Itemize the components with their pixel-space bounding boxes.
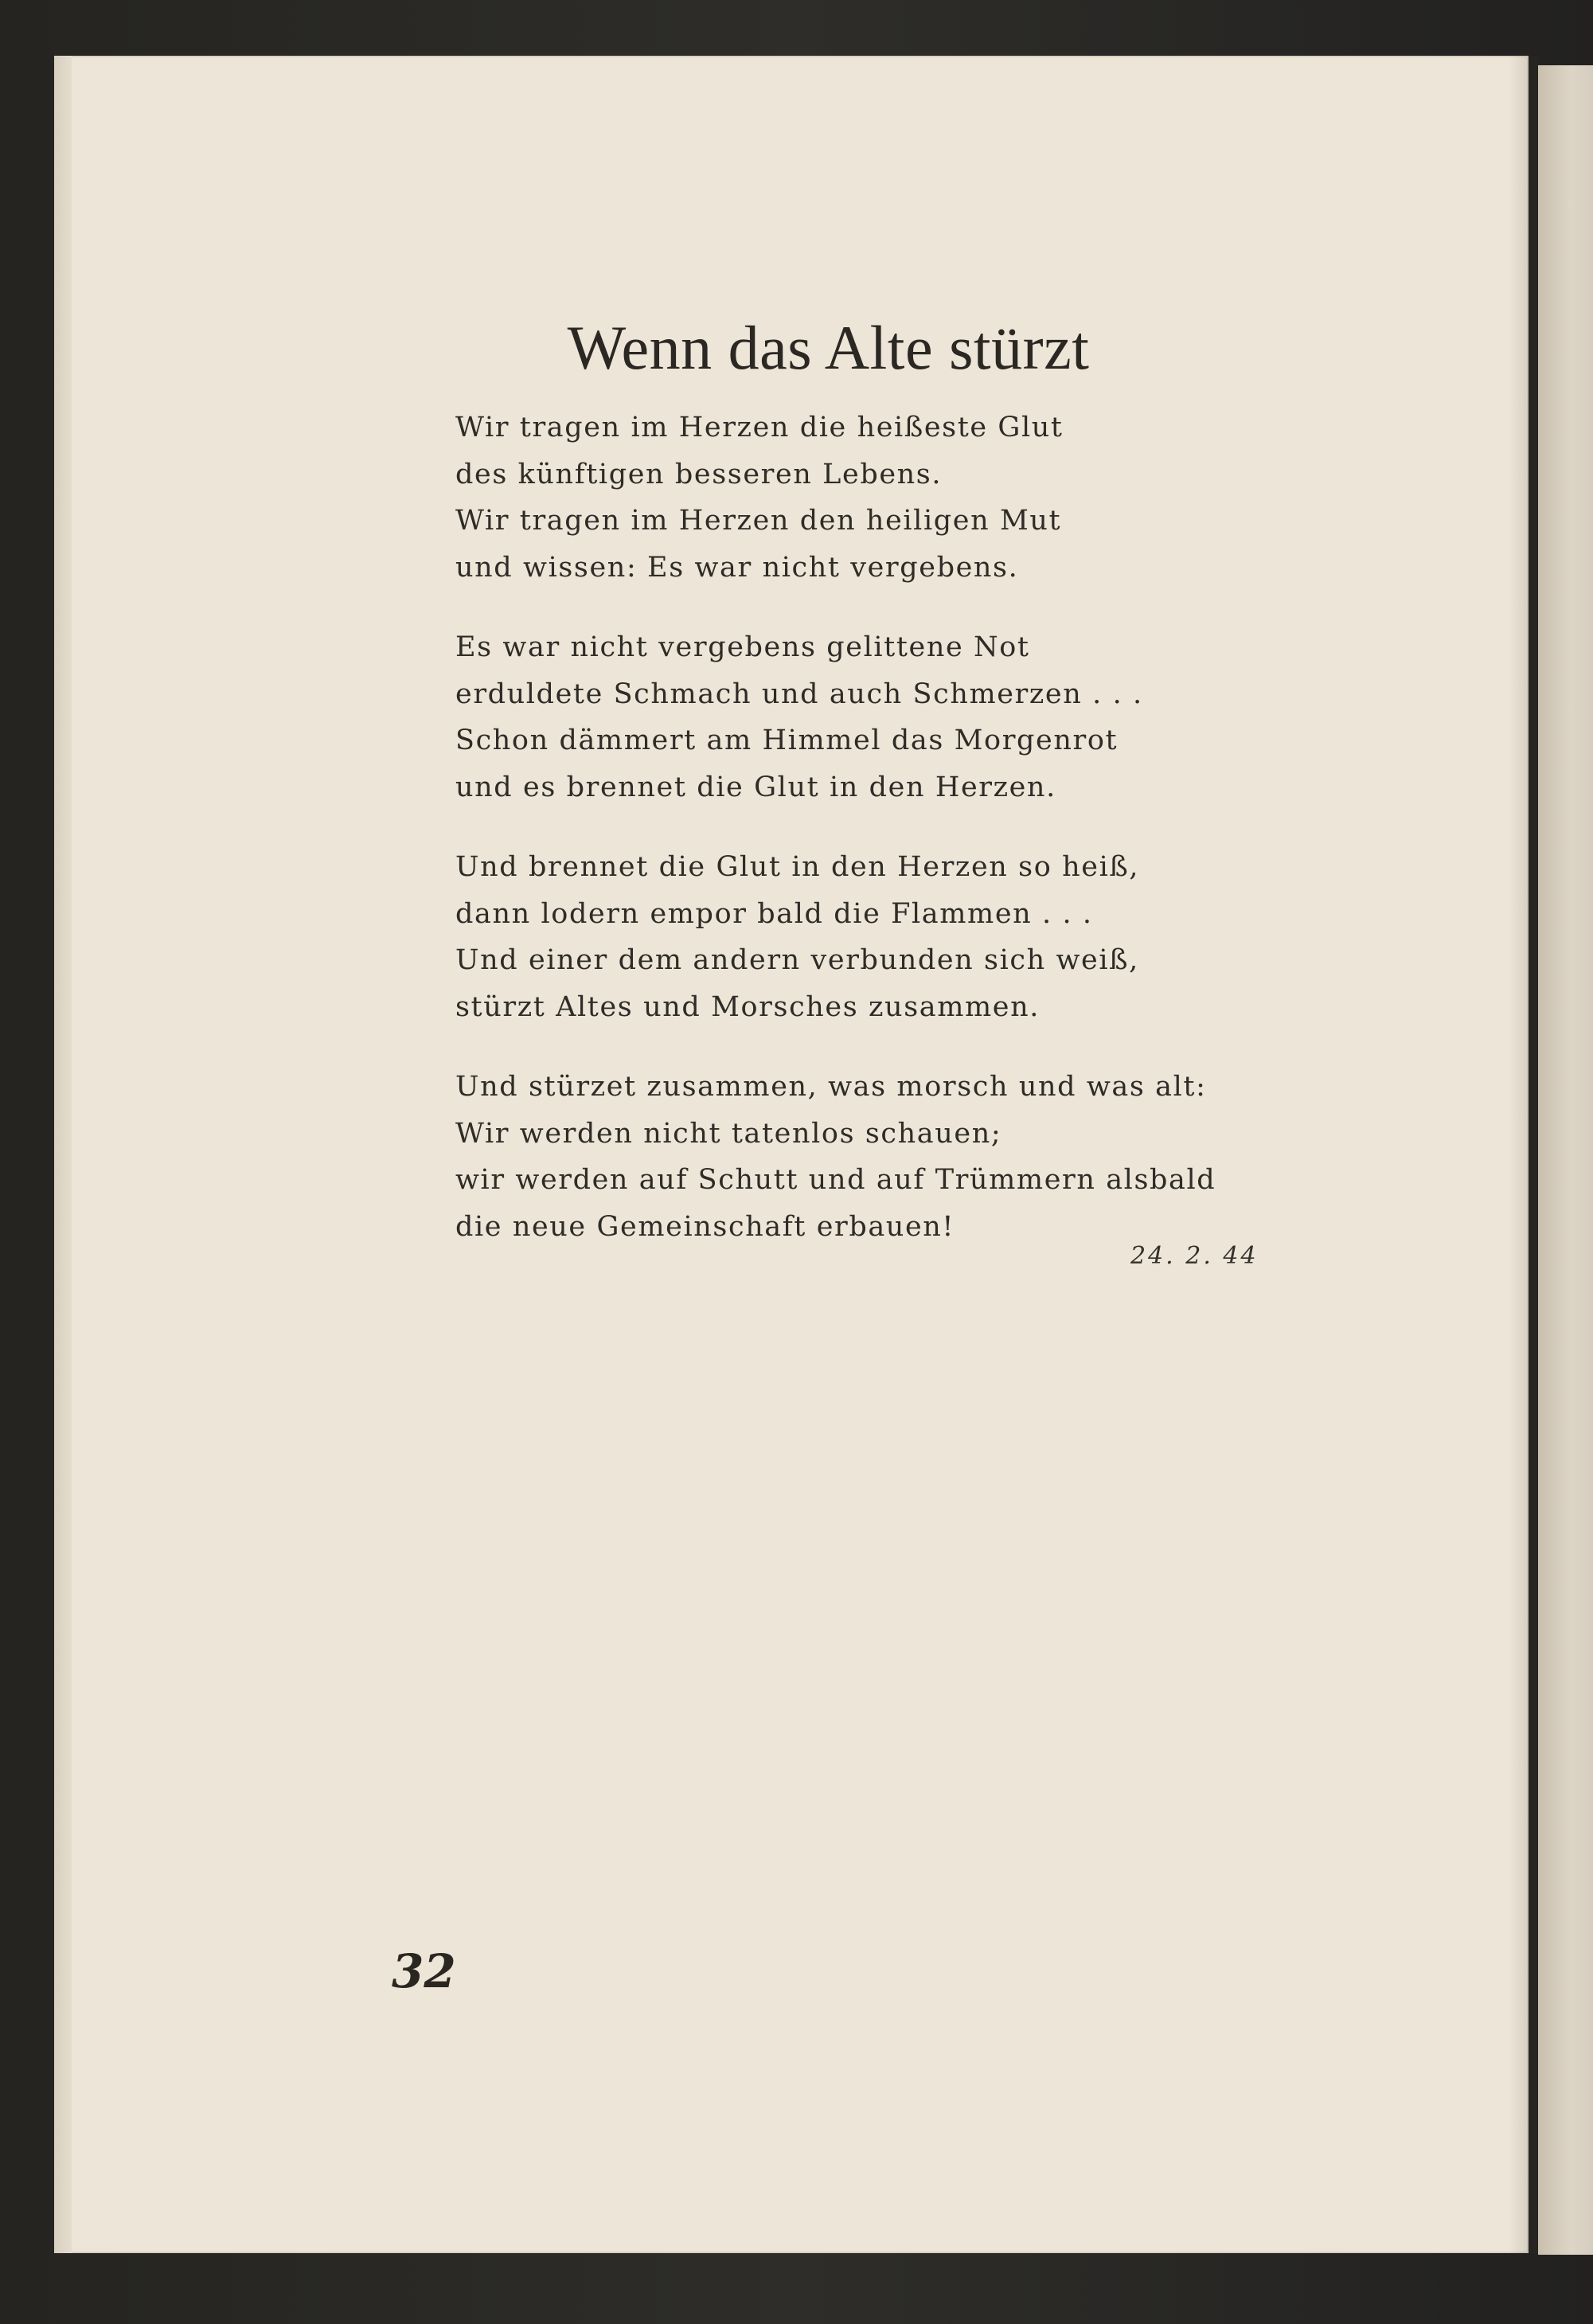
poem-line: stürzt Altes und Morsches zusammen.: [455, 990, 1040, 1023]
poem-line: Wir werden nicht tatenlos schauen;: [455, 1117, 1002, 1150]
poem-line: Und stürzet zusammen, was morsch und was alt:: [455, 1071, 1207, 1103]
poem-line: die neue Gemeinschaft erbauen!: [455, 1210, 955, 1243]
poem-body: [455, 404, 1267, 1283]
poem-line: Es war nicht vergebens gelittene Not: [455, 631, 1030, 663]
poem-line: Schon dämmert am Himmel das Morgenrot: [455, 725, 1119, 756]
poem-line: und wissen: Es war nicht vergebens.: [455, 551, 1019, 584]
poem-line: Und einer dem andern verbunden sich weiß,: [455, 944, 1139, 976]
poem-line: Wir tragen im Herzen den heiligen Mut: [455, 505, 1062, 537]
poem-date: 24. 2. 44: [1130, 1242, 1259, 1270]
page-edge: [54, 56, 72, 2253]
poem-line: des künftigen besseren Lebens.: [455, 458, 943, 490]
gutter-shadow: [1509, 56, 1538, 2253]
poem-title: Wenn das Alte stürzt: [567, 313, 1090, 382]
facing-page-edge: [1538, 65, 1593, 2255]
poem-line: erduldete Schmach und auch Schmerzen . . .: [455, 678, 1143, 710]
poem-line: dann lodern empor bald die Flammen . . .: [455, 897, 1093, 930]
stanza-2: [455, 624, 1267, 810]
poem-line: wir werden auf Schutt und auf Trümmern alsbald: [455, 1164, 1216, 1196]
poem-line: und es brennet die Glut in den Herzen.: [455, 771, 1056, 803]
stanza-4: [455, 1064, 1267, 1250]
poem-line: Und brennet die Glut in den Herzen so heiß,: [455, 851, 1140, 883]
stanza-3: [455, 844, 1267, 1030]
stanza-1: [455, 404, 1267, 591]
page-number: 32: [392, 1944, 456, 1998]
poem-line: Wir tragen im Herzen die heißeste Glut: [455, 412, 1064, 443]
